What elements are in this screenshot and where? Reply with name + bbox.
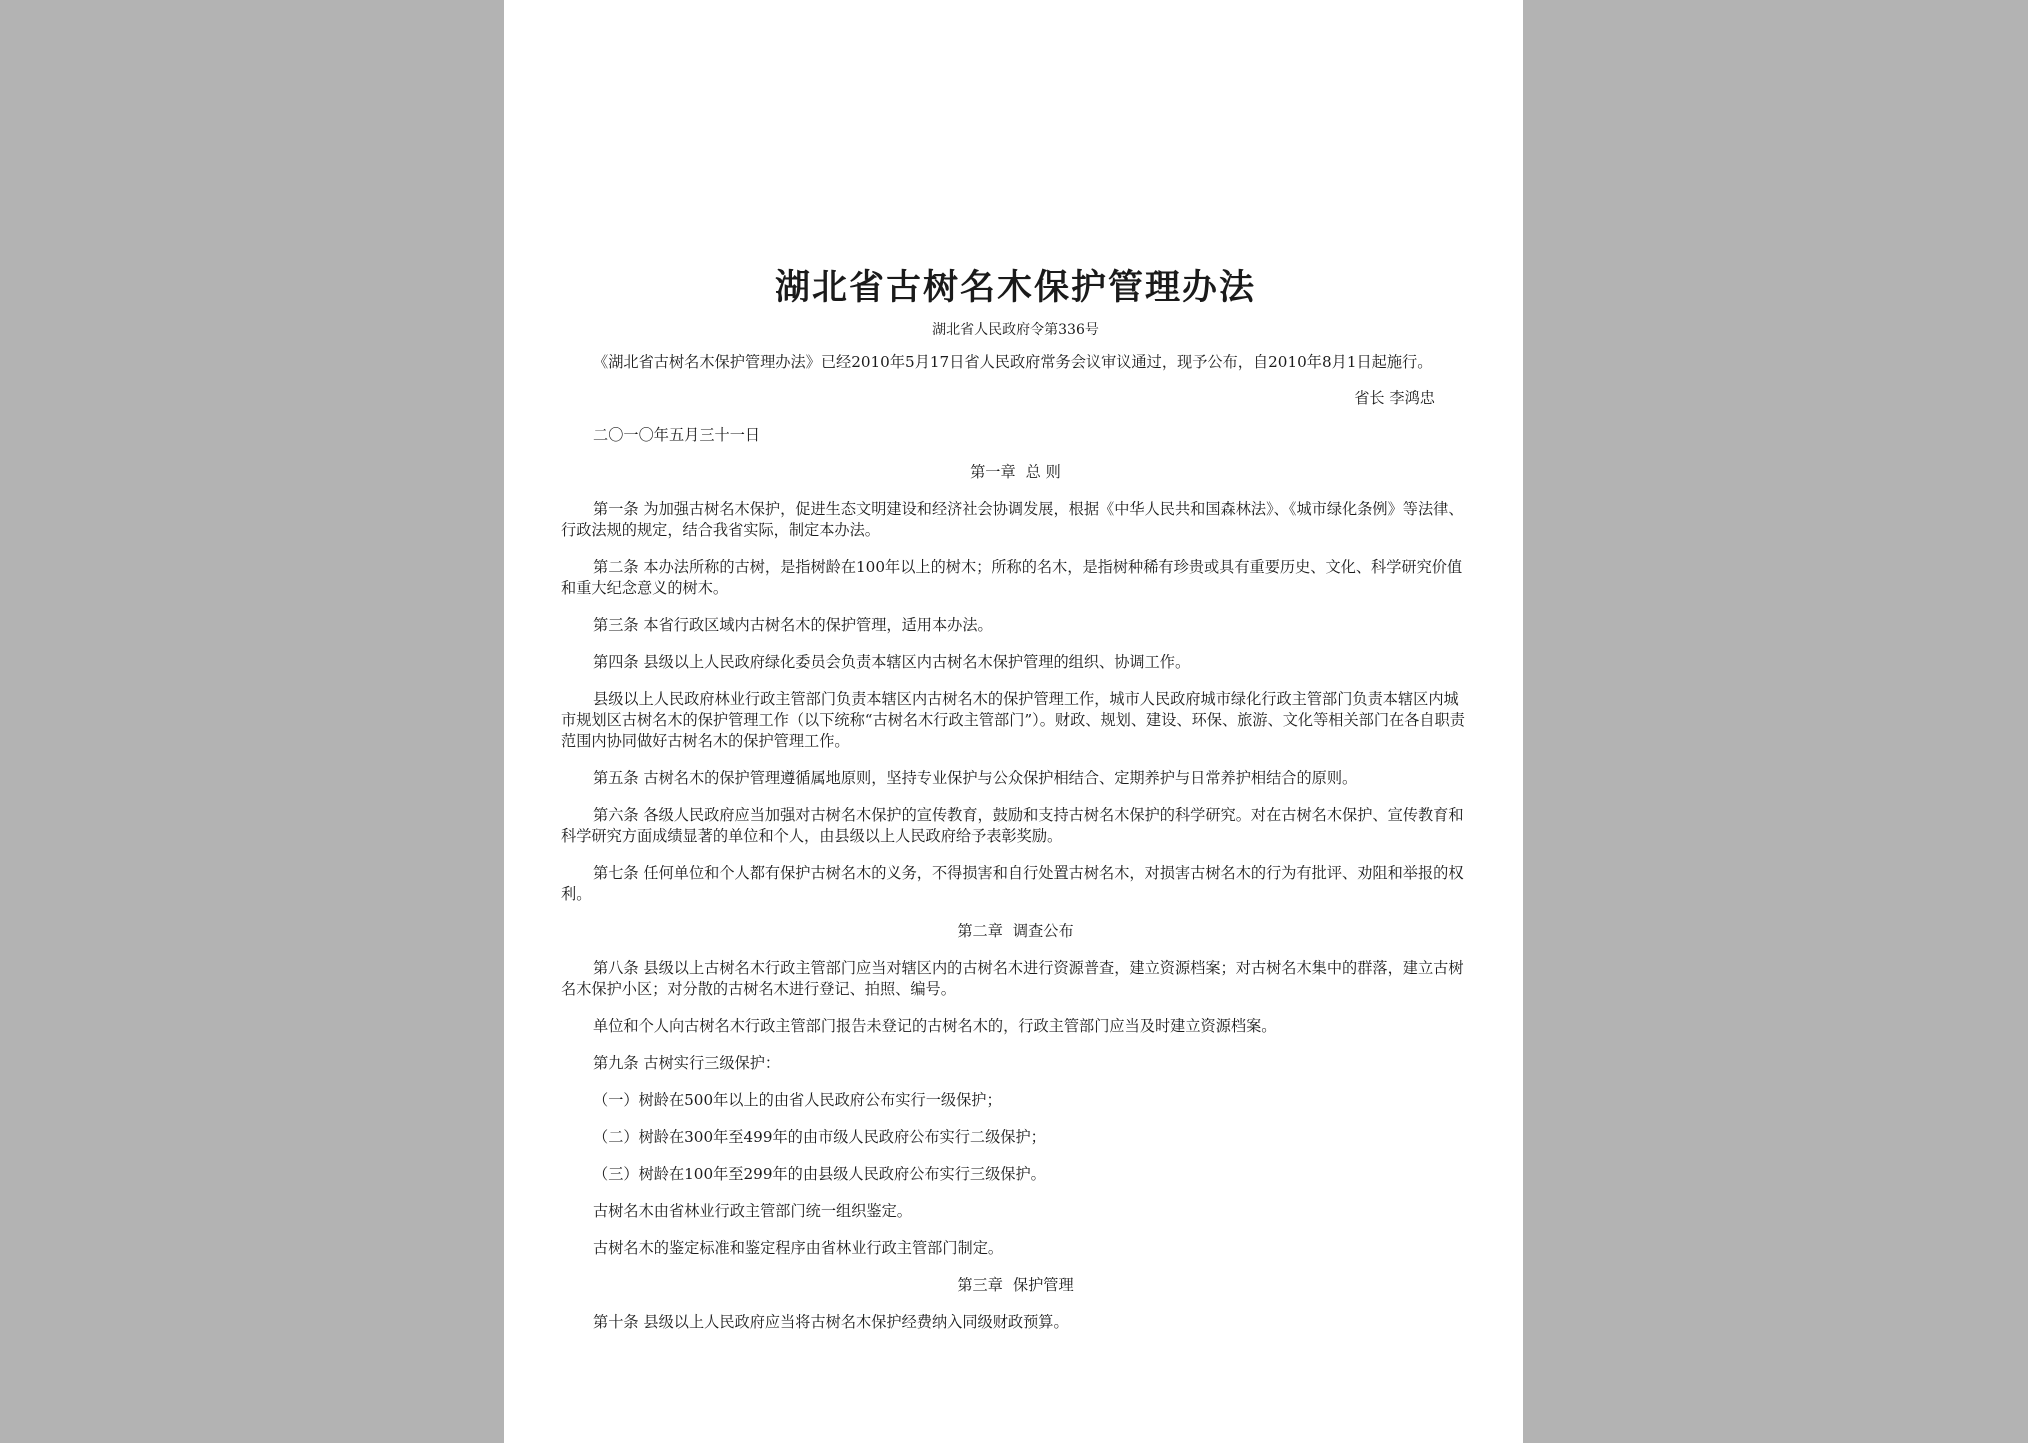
article-8-para-1: 第八条 县级以上古树名木行政主管部门应当对辖区内的古树名木进行资源普查，建立资源档案；对古树名木集中的群落，建立古树名木保护小区；对分散的古树名木进行登记、拍照、编号。 [561,959,1464,998]
chapter-number: 第二章 [957,922,1003,940]
chapter-number: 第三章 [957,1276,1003,1294]
chapter-number: 第一章 [970,463,1016,481]
article-8-para-2: 单位和个人向古树名木行政主管部门报告未登记的古树名木的，行政主管部门应当及时建立资源档案。 [593,1017,1277,1035]
article-9-heading: 第九条 古树实行三级保护： [593,1054,781,1072]
article-2: 第二条 本办法所称的古树，是指树龄在100年以上的树木；所称的名木，是指树种稀有珍贵或具有重要历史、文化、科学研究价值和重大纪念意义的树木。 [561,558,1463,597]
document-title: 湖北省古树名木保护管理办法 [774,268,1256,308]
article-9-item-3: （三）树龄在100年至299年的由县级人民政府公布实行三级保护。 [593,1165,1046,1183]
issue-date: 二〇一〇年五月三十一日 [593,426,761,444]
chapter-name: 总 则 [1025,463,1061,481]
article-9-para-3: 古树名木的鉴定标准和鉴定程序由省林业行政主管部门制定。 [593,1239,1004,1257]
decree-number: 湖北省人民政府令第336号 [932,322,1099,338]
article-3: 第三条 本省行政区域内古树名木的保护管理，适用本办法。 [593,616,993,634]
document-page [504,0,1523,1443]
signer: 省长 李鸿忠 [1354,389,1435,407]
article-6: 第六条 各级人民政府应当加强对古树名木保护的宣传教育，鼓励和支持古树名木保护的科学研究。对在古树名木保护、宣传教育和科学研究方面成绩显著的单位和个人，由县级以上人民政府给予表彰奖励。 [561,806,1464,845]
article-5: 第五条 古树名木的保护管理遵循属地原则，坚持专业保护与公众保护相结合、定期养护与日常养护相结合的原则。 [593,769,1358,787]
article-4-para-1: 第四条 县级以上人民政府绿化委员会负责本辖区内古树名木保护管理的组织、协调工作。 [593,653,1191,671]
chapter-name: 调查公布 [1012,922,1074,940]
article-9-item-1: （一）树龄在500年以上的由省人民政府公布实行一级保护； [593,1091,1002,1109]
article-4-para-2: 县级以上人民政府林业行政主管部门负责本辖区内古树名木的保护管理工作，城市人民政府城市绿化行政主管部门负责本辖区内城市规划区古树名木的保护管理工作（以下统称“古树名木行政主管部门”）。财政、规划、建设、环保、旅游、文化等相关部门在各自职责范围内协同做好古树名木的保护管理工作。 [561,690,1465,750]
article-9-para-2: 古树名木由省林业行政主管部门统一组织鉴定。 [593,1202,912,1220]
article-10: 第十条 县级以上人民政府应当将古树名木保护经费纳入同级财政预算。 [593,1313,1069,1331]
article-9-item-2: （二）树龄在300年至499年的由市级人民政府公布实行二级保护； [593,1128,1046,1146]
chapter-heading-1 [561,462,1470,483]
promulgation-intro: 《湖北省古树名木保护管理办法》已经2010年5月17日省人民政府常务会议审议通过，现予公布，自2010年8月1日起施行。 [593,353,1433,371]
article-1: 第一条 为加强古树名木保护，促进生态文明建设和经济社会协调发展，根据《中华人民共和国森林法》、《城市绿化条例》等法律、行政法规的规定，结合我省实际，制定本办法。 [561,500,1464,539]
document-body [561,262,1470,1349]
chapter-name: 保护管理 [1012,1276,1074,1294]
chapter-heading-3 [561,1275,1470,1296]
chapter-heading-2 [561,921,1470,942]
article-7: 第七条 任何单位和个人都有保护古树名木的义务，不得损害和自行处置古树名木，对损害古树名木的行为有批评、劝阻和举报的权利。 [561,864,1464,903]
